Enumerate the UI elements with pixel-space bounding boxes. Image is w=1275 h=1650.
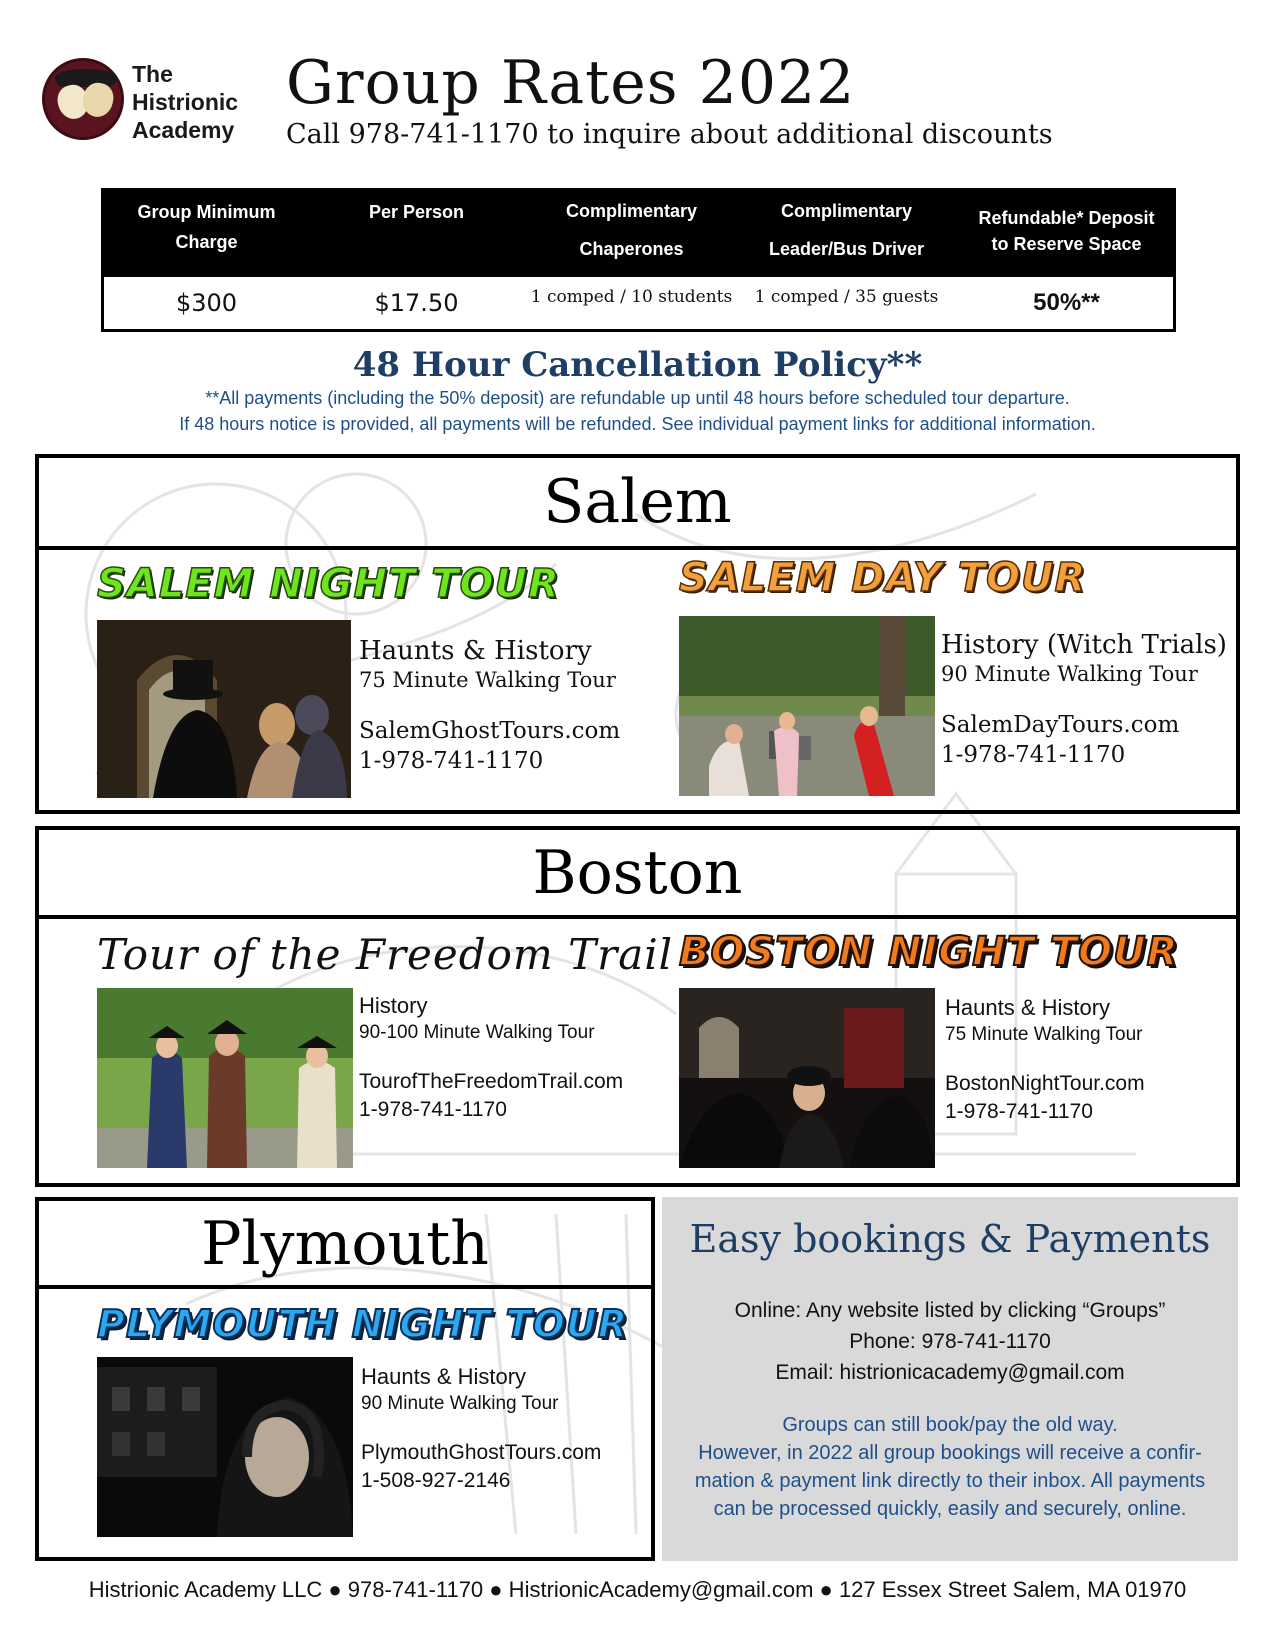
region-title-plymouth: Plymouth bbox=[39, 1201, 651, 1289]
freedom-trail-tour-phone: 1-978-741-1170 bbox=[359, 1098, 507, 1121]
col-header-per-person: Per Person bbox=[368, 202, 465, 222]
plymouth-night-tour-title: PLYMOUTH NIGHT TOUR bbox=[97, 1302, 629, 1346]
salem-day-tour-duration: 90 Minute Walking Tour bbox=[941, 662, 1198, 686]
bookings-email[interactable]: Email: histrionicacademy@gmail.com bbox=[775, 1361, 1125, 1384]
plymouth-night-tour-info bbox=[361, 1363, 601, 1495]
region-title-salem: Salem bbox=[39, 458, 1236, 550]
bookings-phone: Phone: 978-741-1170 bbox=[849, 1330, 1051, 1353]
boston-section bbox=[35, 826, 1240, 1187]
boston-night-tour-type: Haunts & History bbox=[945, 995, 1111, 1020]
bookings-online: Online: Any website listed by clicking “Groups” bbox=[734, 1299, 1166, 1322]
salem-night-tour-type: Haunts & History bbox=[359, 636, 592, 666]
salem-night-tour-duration: 75 Minute Walking Tour bbox=[359, 668, 616, 692]
salem-day-tour-phone: 1-978-741-1170 bbox=[941, 742, 1126, 768]
salem-day-tour-type: History (Witch Trials) bbox=[941, 630, 1227, 660]
salem-night-tour-website[interactable]: SalemGhostTours.com bbox=[359, 718, 621, 744]
col-header-minimum: Group Minimum Charge bbox=[137, 202, 276, 252]
logo-wordmark bbox=[132, 60, 238, 144]
salem-night-tour-phone: 1-978-741-1170 bbox=[359, 748, 544, 774]
boston-night-tour-website[interactable]: BostonNightTour.com bbox=[945, 1072, 1145, 1095]
freedom-trail-tour-duration: 90-100 Minute Walking Tour bbox=[359, 1022, 595, 1043]
plymouth-night-tour-type: Haunts & History bbox=[361, 1364, 527, 1389]
freedom-trail-tour-title: Tour of the Freedom Trail bbox=[97, 930, 674, 979]
logo-line-2: Histrionic bbox=[132, 89, 239, 115]
boston-night-tour-info bbox=[945, 994, 1145, 1126]
plymouth-night-tour-phone: 1-508-927-2146 bbox=[361, 1469, 511, 1492]
salem-day-tour-photo bbox=[679, 616, 935, 796]
cancellation-title: 48 Hour Cancellation Policy** bbox=[352, 345, 923, 385]
value-per-person: $17.50 bbox=[374, 289, 459, 317]
bookings-note-line-1: Groups can still book/pay the old way. bbox=[782, 1414, 1118, 1436]
page-subtitle: Call 978-741-1170 to inquire about additional discounts bbox=[286, 119, 1053, 150]
freedom-trail-tour-photo bbox=[97, 988, 353, 1168]
salem-day-tour-info bbox=[941, 630, 1227, 770]
col-header-chaperones: Complimentary Chaperones bbox=[565, 201, 698, 259]
plymouth-night-tour-website[interactable]: PlymouthGhostTours.com bbox=[361, 1441, 602, 1464]
salem-night-tour-photo bbox=[97, 620, 351, 798]
cancellation-line-2: If 48 hours notice is provided, all payments will be refunded. See individual payment links for additional information. bbox=[179, 414, 1096, 434]
plymouth-section bbox=[35, 1197, 655, 1561]
salem-day-tour-title: SALEM DAY TOUR bbox=[679, 555, 1087, 601]
bookings-note-line-3: mation & payment link directly to their inbox. All payments bbox=[694, 1470, 1206, 1492]
boston-night-tour-duration: 75 Minute Walking Tour bbox=[945, 1024, 1143, 1045]
page-title: Group Rates 2022 bbox=[286, 48, 856, 118]
bookings-note-line-2: However, in 2022 all group bookings will receive a confir- bbox=[698, 1442, 1202, 1464]
bookings-note-line-4: can be processed quickly, easily and securely, online. bbox=[713, 1498, 1187, 1520]
boston-night-tour-photo bbox=[679, 988, 935, 1168]
footer-contact: Histrionic Academy LLC ● 978-741-1170 ● HistrionicAcademy@gmail.com ● 127 Essex Street Salem, MA 01970 bbox=[88, 1577, 1187, 1602]
plymouth-night-tour-photo bbox=[97, 1357, 353, 1537]
col-header-deposit: Refundable* Deposit to Reserve Space bbox=[978, 208, 1155, 254]
boston-night-tour-phone: 1-978-741-1170 bbox=[945, 1100, 1093, 1123]
theater-masks-logo-icon bbox=[42, 58, 124, 140]
logo-line-3: Academy bbox=[132, 117, 235, 143]
bookings-title: Easy bookings & Payments bbox=[689, 1217, 1211, 1261]
freedom-trail-tour-type: History bbox=[359, 993, 428, 1018]
region-title-boston: Boston bbox=[39, 830, 1236, 919]
rates-table bbox=[101, 188, 1176, 332]
rates-table-header bbox=[104, 191, 1173, 277]
salem-night-tour-title: SALEM NIGHT TOUR bbox=[97, 561, 560, 607]
salem-section bbox=[35, 454, 1240, 814]
salem-night-tour-info bbox=[359, 636, 620, 776]
value-deposit: 50%** bbox=[1033, 289, 1100, 316]
freedom-trail-tour-info bbox=[359, 992, 623, 1124]
freedom-trail-tour-website[interactable]: TourofTheFreedomTrail.com bbox=[359, 1070, 624, 1093]
salem-day-tour-website[interactable]: SalemDayTours.com bbox=[941, 712, 1180, 738]
logo-line-1: The bbox=[132, 61, 173, 87]
value-minimum: $300 bbox=[175, 289, 238, 317]
value-leader: 1 comped / 35 guests bbox=[754, 287, 939, 307]
boston-night-tour-title: BOSTON NIGHT TOUR bbox=[679, 929, 1179, 975]
bookings-panel bbox=[662, 1197, 1238, 1561]
cancellation-line-1: **All payments (including the 50% deposit) are refundable up until 48 hours before scheduled tour departure. bbox=[205, 388, 1070, 408]
plymouth-night-tour-duration: 90 Minute Walking Tour bbox=[361, 1393, 559, 1414]
value-chaperones: 1 comped / 10 students bbox=[530, 287, 733, 307]
col-header-leader: Complimentary Leader/Bus Driver bbox=[768, 201, 925, 259]
